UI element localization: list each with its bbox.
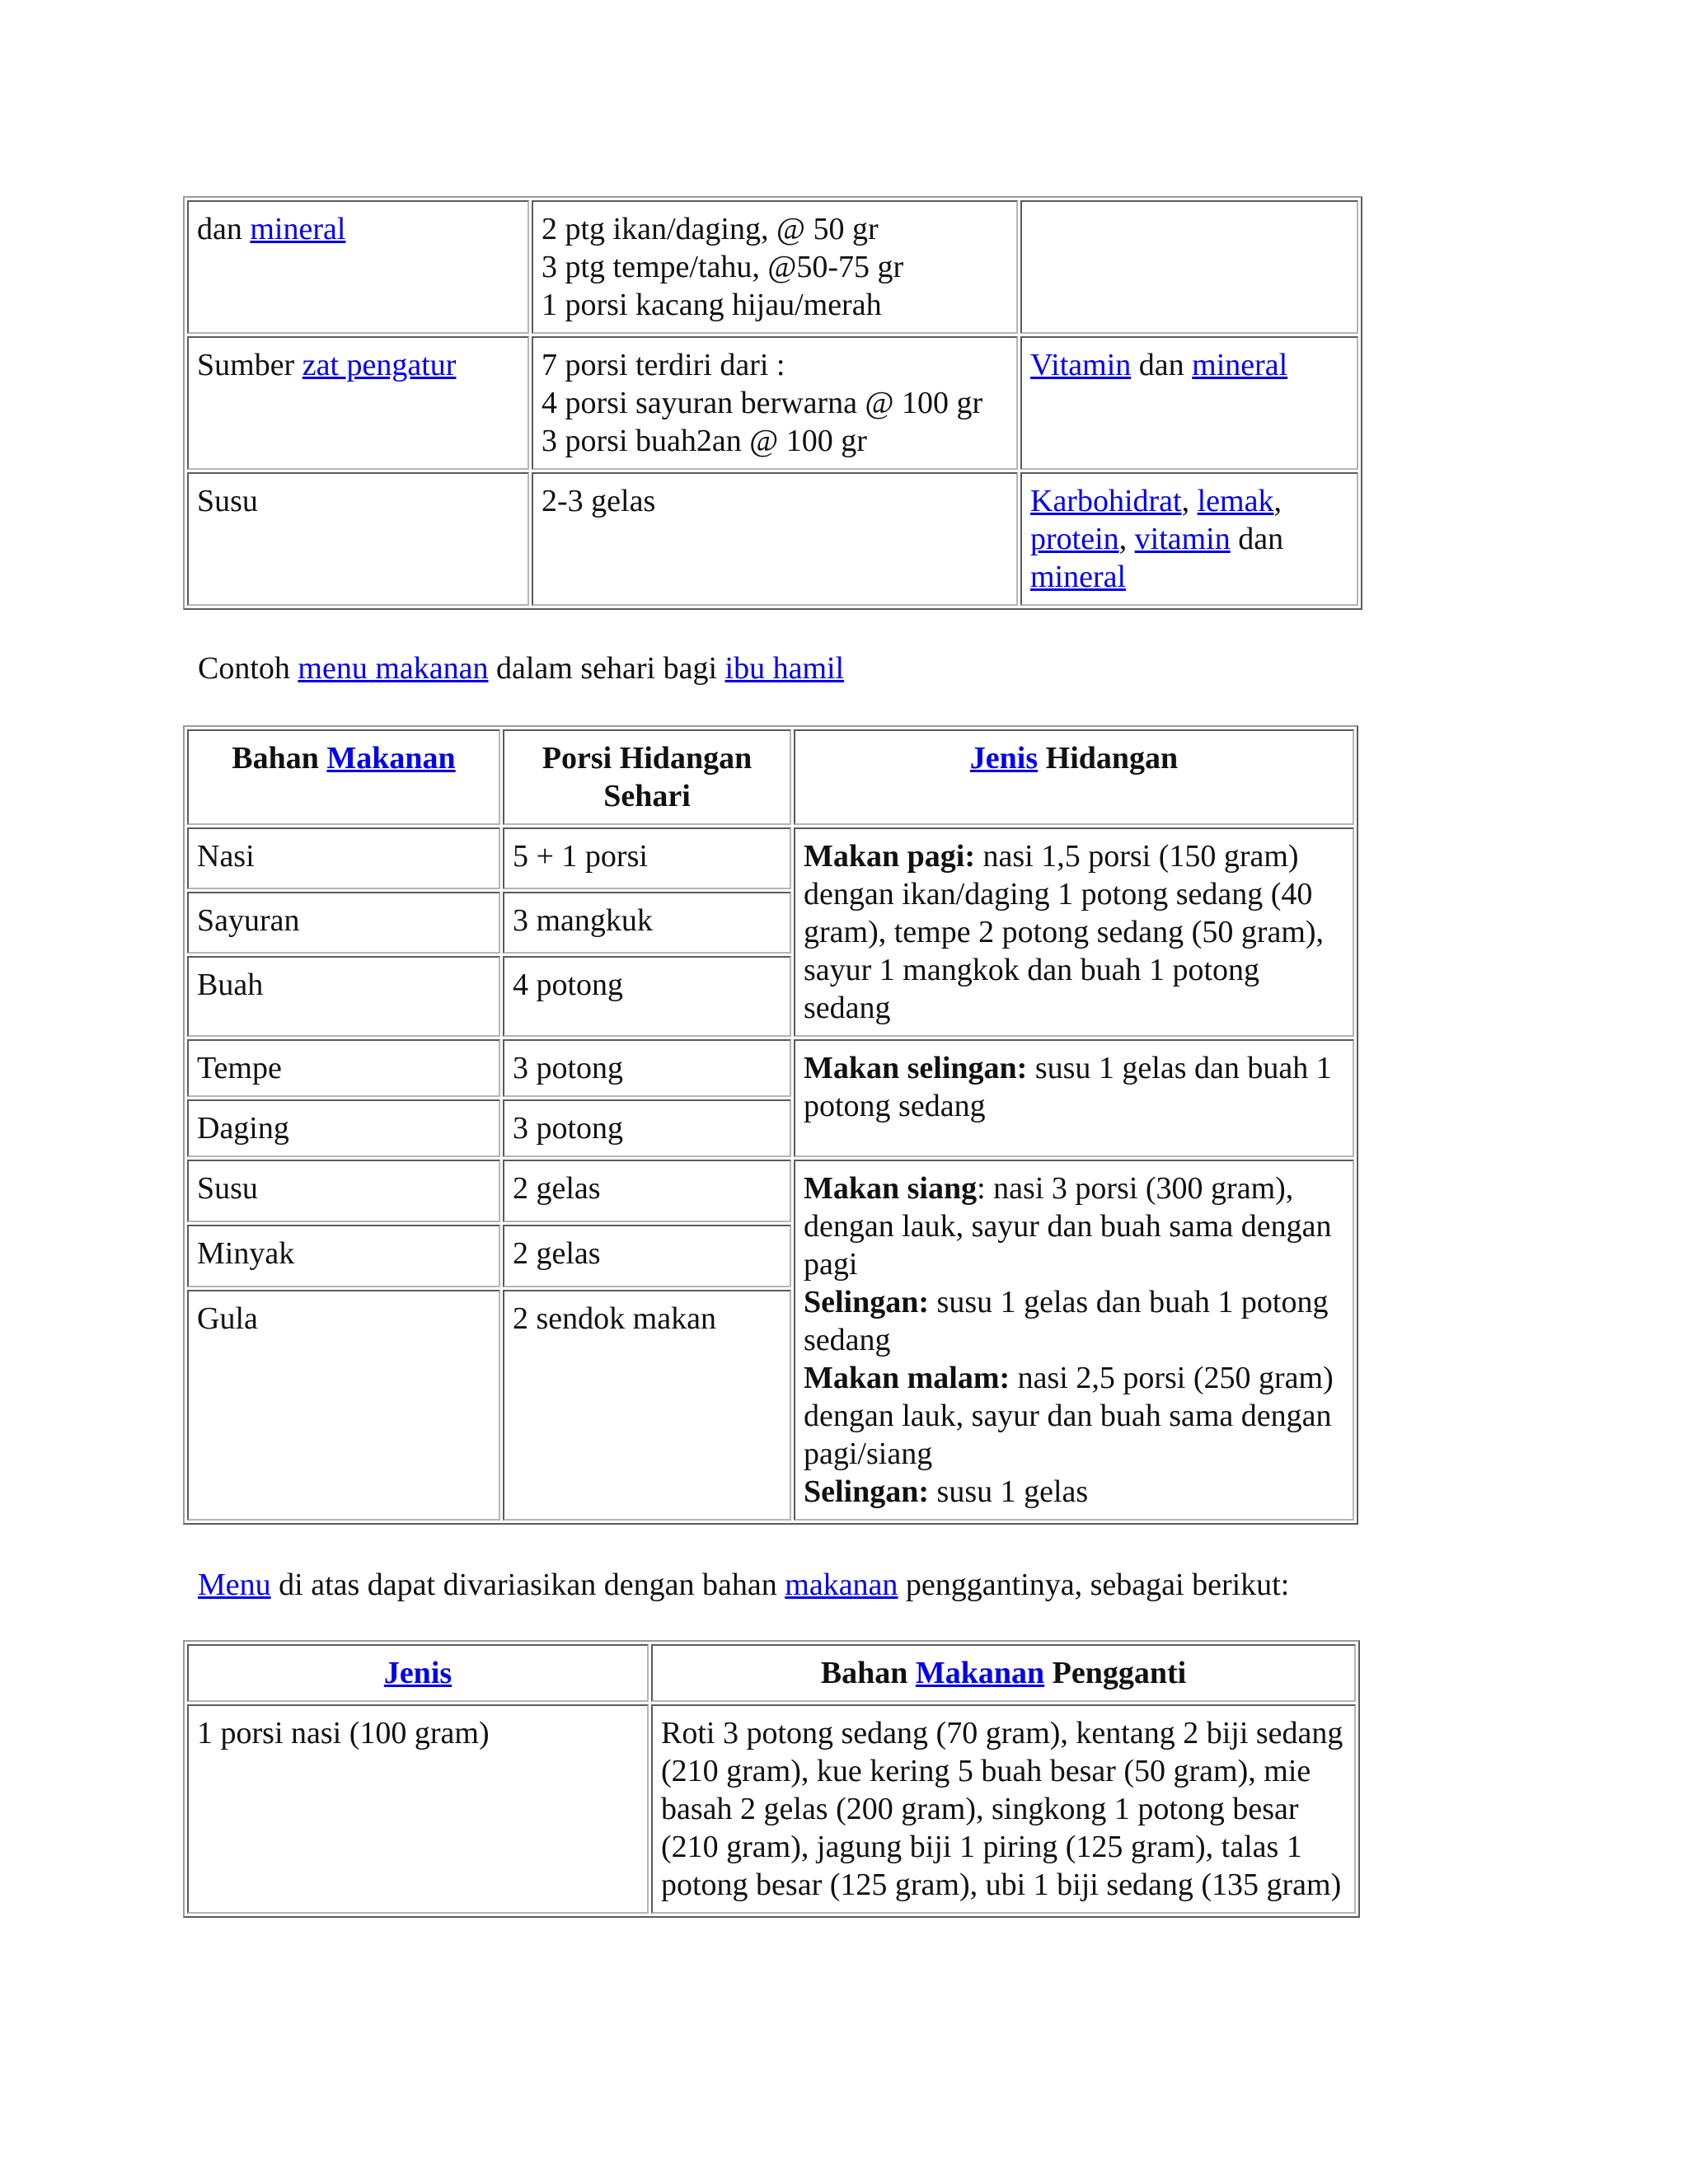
meal-text: nasi 1,5 porsi (150 gram) dengan ikan/daging 1 potong sedang (40 gram), tempe 2 potong sedang (50 gram), sayur 1 mangkok dan buah 1 potong sedang — [804, 839, 1325, 1025]
jenis-cell-pagi — [794, 827, 1354, 1037]
column-header: Porsi Hidangan Sehari — [503, 729, 791, 825]
link-vitamin[interactable]: vitamin — [1134, 522, 1231, 556]
bahan-cell: Minyak — [187, 1225, 500, 1287]
meal-label: Selingan: — [804, 1285, 930, 1319]
table-row — [187, 1160, 1354, 1222]
jenis-cell-siang-malam — [794, 1160, 1354, 1521]
header-text: Hidangan — [1038, 741, 1179, 776]
table-row — [187, 472, 1358, 606]
link-mineral[interactable]: mineral — [1192, 348, 1288, 382]
table-cell — [532, 336, 1018, 470]
meal-label: Makan pagi: — [804, 839, 975, 874]
bahan-cell: Gula — [187, 1290, 500, 1521]
link-protein[interactable]: protein — [1030, 522, 1119, 556]
meal-text: susu 1 gelas dan buah 1 potong sedang — [804, 1051, 1332, 1123]
link-menu[interactable]: Menu — [198, 1568, 271, 1602]
paragraph-text: penggantinya, sebagai berikut: — [898, 1568, 1290, 1602]
cell-line: 7 porsi terdiri dari : — [542, 348, 785, 382]
separator: , — [1273, 484, 1282, 518]
meal-label: Selingan: — [804, 1474, 930, 1509]
table-row — [187, 336, 1358, 470]
table-cell — [1020, 472, 1358, 606]
link-mineral[interactable]: mineral — [250, 212, 346, 246]
table-row — [187, 200, 1358, 334]
link-lemak[interactable]: lemak — [1197, 484, 1274, 518]
meal-label: Makan siang — [804, 1171, 978, 1206]
porsi-cell: 4 potong — [503, 956, 791, 1037]
table-cell: 2-3 gelas — [532, 472, 1018, 606]
meal-label: Makan selingan: — [804, 1051, 1028, 1085]
link-menu-makanan[interactable]: menu makanan — [298, 651, 489, 686]
link-zat-pengatur[interactable]: zat pengatur — [302, 348, 457, 382]
bahan-cell: Daging — [187, 1099, 500, 1157]
separator: , — [1181, 484, 1198, 518]
porsi-cell: 2 sendok makan — [503, 1290, 791, 1521]
cell-line: 1 porsi kacang hijau/merah — [542, 288, 882, 322]
cell-line: 3 ptg tempe/tahu, @50-75 gr — [542, 250, 904, 284]
table-row — [187, 827, 1354, 889]
table-cell: Susu — [187, 472, 529, 606]
table-cell — [1020, 200, 1358, 334]
cell-text: Sumber — [197, 348, 302, 382]
cell-text: dan — [197, 212, 251, 246]
table-header-row — [187, 729, 1354, 825]
column-header — [187, 1644, 649, 1702]
table-header-row — [187, 1644, 1356, 1702]
cell-line: 3 porsi buah2an @ 100 gr — [542, 424, 867, 458]
substitute-food-table — [183, 1640, 1360, 1918]
jenis-cell-selingan — [794, 1039, 1354, 1157]
pengganti-cell: Roti 3 potong sedang (70 gram), kentang 2 biji sedang (210 gram), kue kering 5 buah besar (50 gram), mie basah 2 gelas (200 gram), singkong 1 potong besar (210 gram), jagung biji 1 piring (125 gram), talas 1 potong besar (125 gram), ubi 1 biji sedang (135 gram) — [651, 1704, 1356, 1914]
link-makanan[interactable]: Makanan — [326, 741, 456, 776]
meal-text: nasi 2,5 porsi (250 gram) dengan lauk, sayur dan buah sama dengan pagi/siang — [804, 1361, 1334, 1471]
table-row — [187, 1704, 1356, 1914]
porsi-cell: 3 mangkuk — [503, 892, 791, 954]
paragraph-text: Contoh — [198, 651, 298, 686]
cell-text: dan — [1131, 348, 1193, 382]
link-jenis[interactable]: Jenis — [383, 1656, 452, 1690]
cell-line: 4 porsi sayuran berwarna @ 100 gr — [542, 386, 983, 420]
bahan-cell: Nasi — [187, 827, 500, 889]
column-header — [794, 729, 1354, 825]
link-karbohidrat[interactable]: Karbohidrat — [1030, 484, 1182, 518]
link-jenis[interactable]: Jenis — [969, 741, 1039, 776]
link-vitamin[interactable]: Vitamin — [1030, 348, 1132, 382]
porsi-cell: 5 + 1 porsi — [503, 827, 791, 889]
meal-text: susu 1 gelas dan buah 1 potong sedang — [804, 1285, 1329, 1357]
bahan-cell: Susu — [187, 1160, 500, 1222]
meal-text: susu 1 gelas — [929, 1474, 1089, 1509]
table-cell — [187, 336, 529, 470]
link-mineral[interactable]: mineral — [1030, 560, 1127, 594]
separator: , — [1118, 522, 1135, 556]
porsi-cell: 3 potong — [503, 1099, 791, 1157]
nutrition-source-table — [183, 196, 1362, 610]
porsi-cell: 2 gelas — [503, 1160, 791, 1222]
separator: dan — [1230, 522, 1284, 556]
paragraph-text: dalam sehari bagi — [488, 651, 725, 686]
table-cell — [1020, 336, 1358, 470]
jenis-cell: 1 porsi nasi (100 gram) — [187, 1704, 649, 1914]
column-header — [651, 1644, 1356, 1702]
bahan-cell: Sayuran — [187, 892, 500, 954]
link-makanan[interactable]: makanan — [785, 1568, 898, 1602]
column-header — [187, 729, 500, 825]
daily-menu-table — [183, 725, 1358, 1525]
link-makanan[interactable]: Makanan — [915, 1656, 1045, 1690]
meal-label: Makan malam: — [804, 1361, 1010, 1395]
porsi-cell: 2 gelas — [503, 1225, 791, 1287]
bahan-cell: Tempe — [187, 1039, 500, 1097]
link-ibu-hamil[interactable]: ibu hamil — [724, 651, 845, 686]
header-text: Pengganti — [1044, 1656, 1187, 1690]
paragraph-text: di atas dapat divariasikan dengan bahan — [270, 1568, 785, 1602]
header-text: Bahan — [232, 741, 327, 776]
menu-intro-paragraph — [198, 649, 844, 687]
cell-line: 2 ptg ikan/daging, @ 50 gr — [542, 212, 879, 246]
meal-text: : nasi 3 porsi (300 gram), dengan lauk, sayur dan buah sama dengan pagi — [804, 1171, 1332, 1282]
menu-variation-paragraph — [198, 1566, 1289, 1604]
table-row — [187, 1039, 1354, 1097]
table-cell — [532, 200, 1018, 334]
header-text: Bahan — [820, 1656, 916, 1690]
bahan-cell: Buah — [187, 956, 500, 1037]
table-cell — [187, 200, 529, 334]
porsi-cell: 3 potong — [503, 1039, 791, 1097]
